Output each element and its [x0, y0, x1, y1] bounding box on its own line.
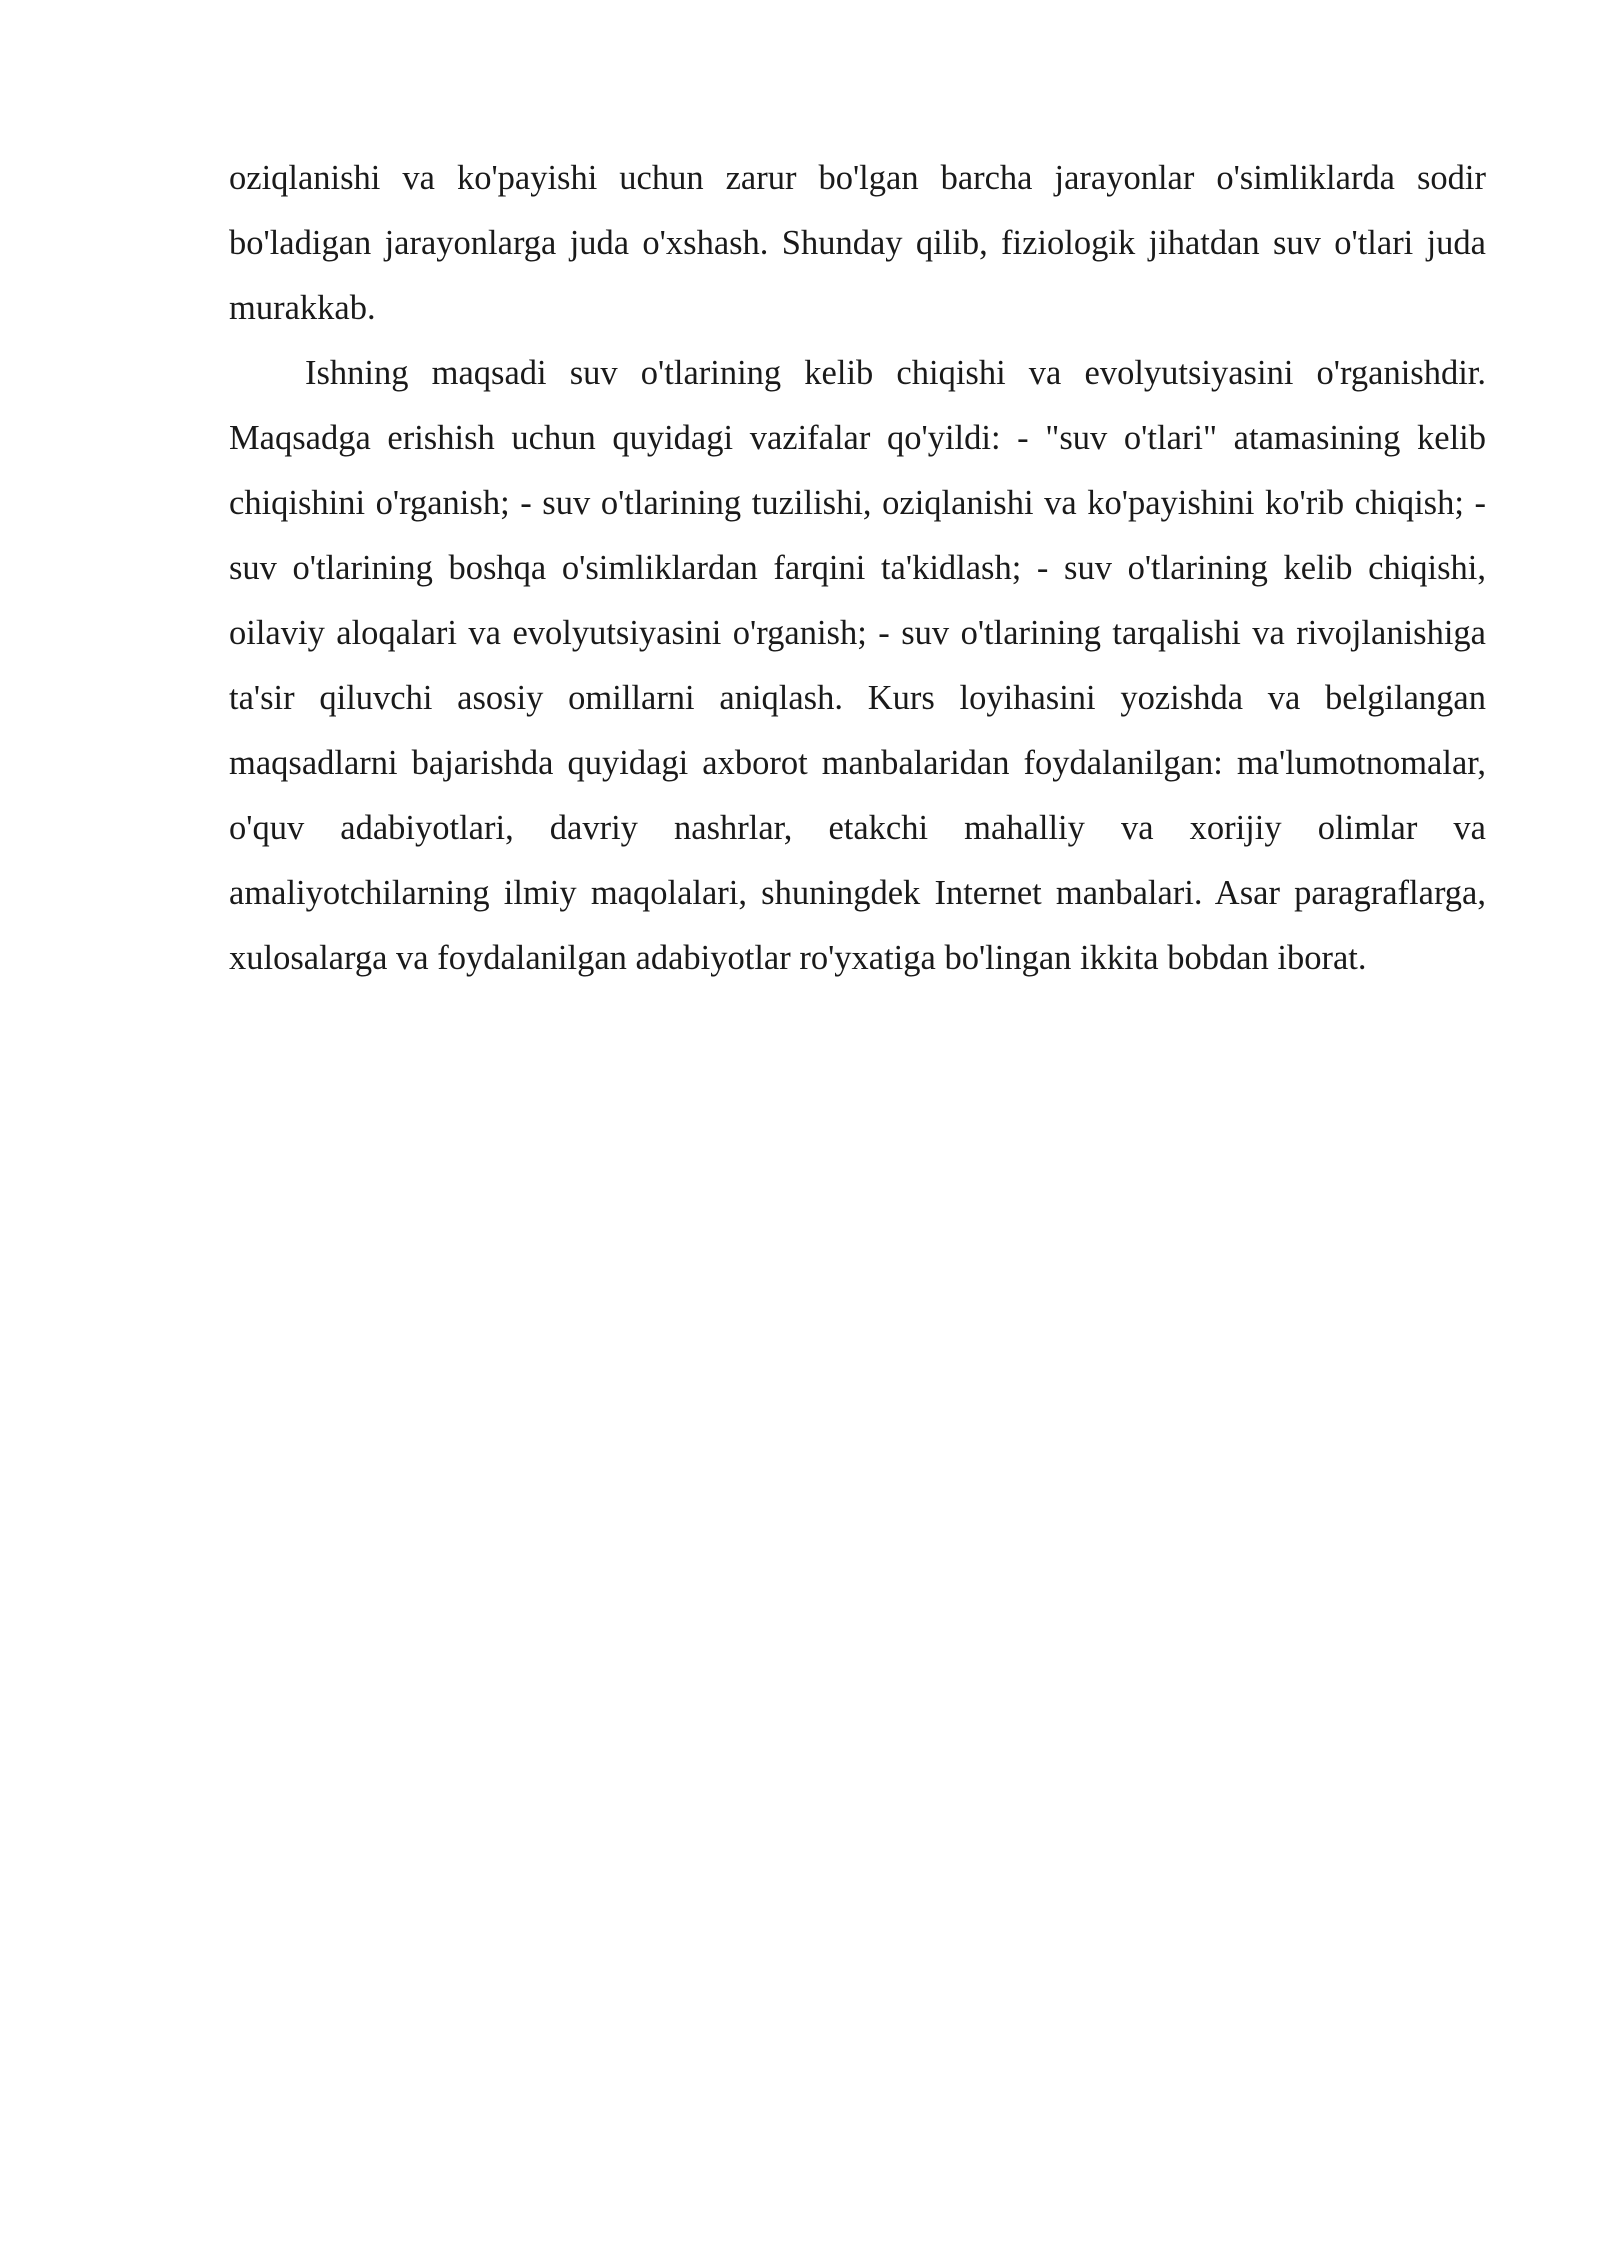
paragraph-purpose: Ishning maqsadi suv o'tlarining kelib chiqishi va evolyutsiyasini o'rganishdir. Maqsadga erishish uchun quyidagi vazifalar qo'yildi: - "suv o'tlari" atamasining kelib chiqishini o'rganish; - suv o'tlarining tuzilishi, oziqlanishi va ko'payishini ko'rib chiqish; - suv o'tlarining boshqa o'simliklardan farqini ta'kidlash; - suv o'tlarining kelib chiqishi, oilaviy aloqalari va evolyutsiyasini o'rganish; - suv o'tlarining tarqalishi va rivojlanishiga ta'sir qiluvchi asosiy omillarni aniqlash. Kurs loyihasini yozishda va belgilangan maqsadlarni bajarishda quyidagi axborot manbalaridan foydalanilgan: ma'lumotnomalar, o'quv adabiyotlari, davriy nashrlar, etakchi mahalliy va xorijiy olimlar va amaliyotchilarning ilmiy maqolalari, shuningdek Internet manbalari. Asar paragraflarga, xulosalarga va foydalanilgan adabiyotlar ro'yxatiga bo'lingan ikkita bobdan iborat.	[229, 354, 1486, 977]
body-text	[229, 146, 1486, 991]
paragraph-continuation: oziqlanishi va ko'payishi uchun zarur bo'lgan barcha jarayonlar o'simliklarda sodir bo'ladigan jarayonlarga juda o'xshash. Shunday qilib, fiziologik jihatdan suv o'tlari juda murakkab.	[229, 159, 1486, 327]
